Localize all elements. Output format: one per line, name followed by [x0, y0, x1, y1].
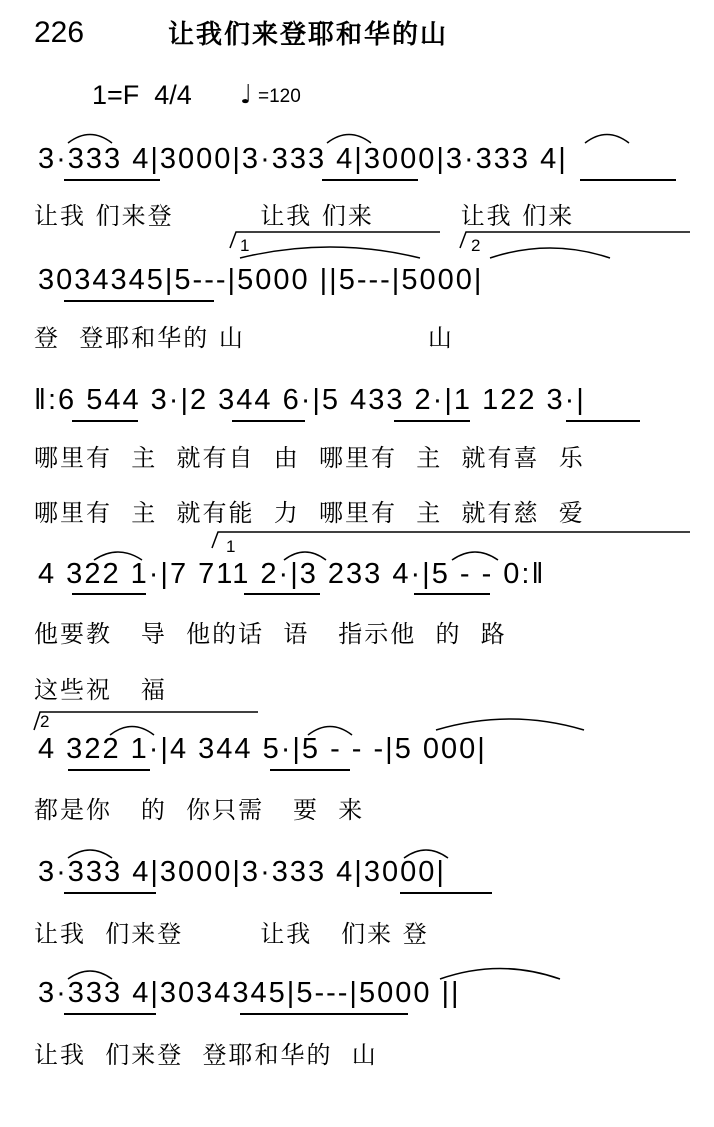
- page-number: 226: [34, 16, 85, 49]
- lyric-line-5: 都是你 的 你只需 要 来: [34, 796, 365, 824]
- lyric-line-3b: 哪里有 主 就有能 力 哪里有 主 就有慈 爱: [34, 499, 585, 527]
- volta-bracket-2: [460, 232, 690, 248]
- volta-2b-label: 2: [40, 712, 50, 731]
- slur: [68, 850, 112, 858]
- slur: [327, 135, 371, 144]
- slur: [436, 719, 584, 730]
- lyric-line-7: 让我 们来登 登耶和华的 山: [34, 1041, 378, 1069]
- quarter-note-icon: ♩: [240, 80, 253, 110]
- notation-line-1: 3·333 4|3000|3·333 4|3000|3·333 4|: [38, 143, 568, 175]
- slur: [440, 969, 560, 980]
- lyric-line-1: 让我 们来登 让我 们来 让我 们来: [34, 202, 575, 230]
- notation-line-3: ‖:6 544 3·|2 344 6·|5 433 2·|1 122 3·|: [34, 384, 586, 416]
- slur: [404, 850, 448, 858]
- slur: [68, 135, 112, 144]
- slur: [110, 727, 154, 736]
- volta-bracket-3: [212, 532, 690, 548]
- slur: [240, 247, 420, 258]
- slur: [308, 727, 352, 736]
- slur: [68, 971, 112, 979]
- volta-1-label: 1: [240, 236, 250, 255]
- volta-2-label: 2: [471, 236, 481, 255]
- tempo-marking: =120: [258, 86, 301, 107]
- slur: [490, 248, 610, 258]
- volta-1b-label: 1: [226, 537, 236, 556]
- lyric-line-4a: 他要教 导 他的话 语 指示他 的 路: [34, 620, 507, 648]
- slur: [452, 552, 498, 560]
- key-signature: 1=F 4/4: [92, 80, 192, 110]
- slur: [585, 135, 629, 144]
- volta-bracket-1: [230, 232, 440, 248]
- song-title: 让我们来登耶和华的山: [168, 20, 449, 50]
- lyric-line-6: 让我 们来登 让我 们来 登: [34, 920, 429, 948]
- notation-line-4: 4 322 1·|7 711 2·|3 233 4·|5 - - 0:‖: [38, 558, 546, 590]
- notation-line-7: 3·333 4|3034345|5---|5000 ||: [38, 977, 461, 1009]
- notation-line-2: 3034345|5---|5000 ||5---|5000|: [38, 264, 484, 296]
- lyric-line-2: 登 登耶和华的 山 山: [34, 324, 454, 352]
- notation-line-5: 4 322 1·|4 344 5·|5 - - -|5 000|: [38, 733, 487, 765]
- lyric-line-4b: 这些祝 福: [34, 676, 167, 704]
- slur: [94, 552, 142, 560]
- notation-line-6: 3·333 4|3000|3·333 4|3000|: [38, 856, 446, 888]
- volta-bracket-4: [34, 712, 258, 730]
- lyric-line-3a: 哪里有 主 就有自 由 哪里有 主 就有喜 乐: [34, 444, 585, 472]
- slur: [284, 552, 326, 560]
